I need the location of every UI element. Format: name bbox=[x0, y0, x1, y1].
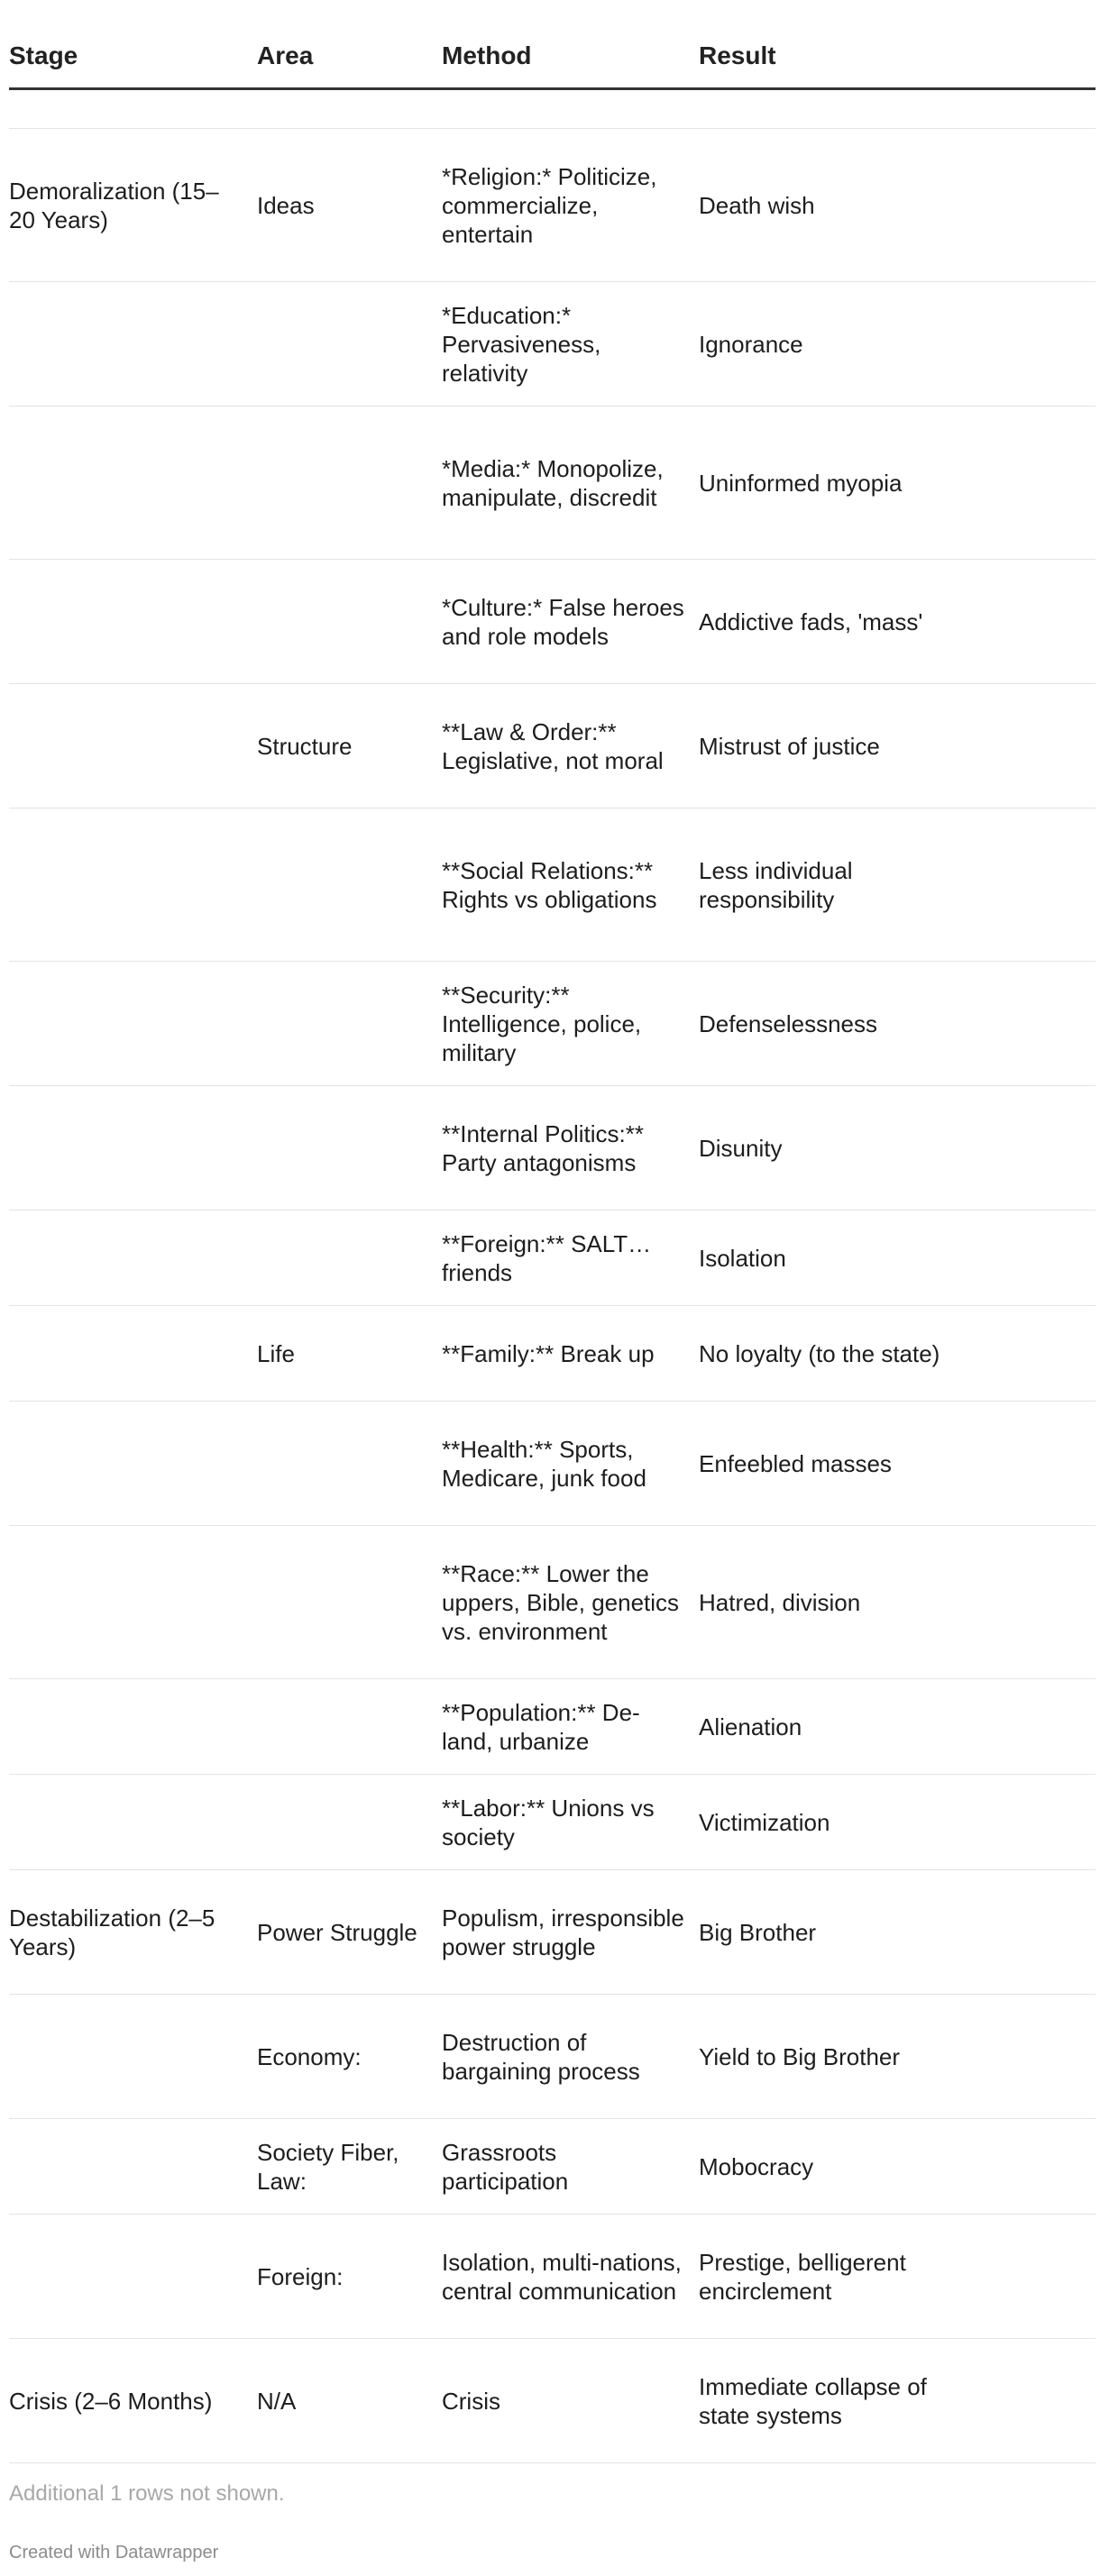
method-cell: **Social Relations:** Rights vs obligations bbox=[442, 856, 657, 913]
method-cell: **Internal Politics:** Party antagonisms bbox=[442, 1119, 644, 1176]
stage-cell bbox=[9, 1402, 243, 1525]
method-cell: **Family:** Break up bbox=[442, 1339, 655, 1367]
area-cell: Power Struggle bbox=[257, 1918, 417, 1946]
table-row bbox=[9, 684, 1095, 808]
area-cell bbox=[257, 1210, 428, 1305]
stage-cell bbox=[9, 1995, 243, 2118]
area-cell: Ideas bbox=[257, 191, 315, 219]
result-cell: Immediate collapse of state systems bbox=[699, 2372, 927, 2429]
table-row bbox=[9, 282, 1095, 406]
method-cell: **Security:** Intelligence, police, military bbox=[442, 981, 642, 1066]
area-cell: Life bbox=[257, 1339, 295, 1367]
method-cell: **Labor:** Unions vs society bbox=[442, 1794, 655, 1850]
table-row bbox=[9, 1995, 1095, 2119]
area-cell: Structure bbox=[257, 732, 353, 760]
table-row bbox=[9, 962, 1095, 1086]
area-cell bbox=[257, 560, 428, 683]
area-cell bbox=[257, 282, 428, 406]
stage-cell: Destabilization (2–5 Years) bbox=[9, 1904, 215, 1960]
result-cell: Less individual responsibility bbox=[699, 856, 853, 913]
method-cell: *Education:* Pervasiveness, relativity bbox=[442, 301, 601, 387]
result-cell: No loyalty (to the state) bbox=[699, 1339, 940, 1367]
method-cell: *Culture:* False heroes and role models bbox=[442, 593, 684, 650]
table-row bbox=[9, 1526, 1095, 1679]
table-header bbox=[9, 0, 1095, 90]
stage-cell bbox=[9, 1679, 243, 1774]
header-stage[interactable]: Stage bbox=[9, 41, 78, 69]
header-result[interactable]: Result bbox=[699, 41, 776, 69]
result-cell: Victimization bbox=[699, 1808, 830, 1836]
result-cell: Yield to Big Brother bbox=[699, 2042, 901, 2070]
result-cell: Death wish bbox=[699, 191, 815, 219]
area-cell: Society Fiber, Law: bbox=[257, 2138, 399, 2195]
method-cell: Populism, irresponsible power struggle bbox=[442, 1904, 684, 1960]
area-cell bbox=[257, 1402, 428, 1525]
result-cell: Alienation bbox=[699, 1713, 802, 1740]
stage-cell bbox=[9, 1086, 243, 1210]
stage-cell bbox=[9, 2119, 243, 2214]
method-cell: *Religion:* Politicize, commercialize, entertain bbox=[442, 162, 657, 248]
datawrapper-credit: Created with Datawrapper bbox=[9, 2543, 219, 2562]
result-cell: Addictive fads, 'mass' bbox=[699, 607, 923, 635]
table-row bbox=[9, 1306, 1095, 1402]
header-area[interactable]: Area bbox=[257, 41, 314, 69]
stage-cell bbox=[9, 1526, 243, 1678]
table-row bbox=[9, 2339, 1095, 2463]
area-cell: Foreign: bbox=[257, 2262, 344, 2290]
method-cell: Isolation, multi-nations, central communication bbox=[442, 2248, 682, 2305]
table-row bbox=[9, 1402, 1095, 1526]
table-row bbox=[9, 1870, 1095, 1995]
result-cell: Mobocracy bbox=[699, 2152, 814, 2180]
area-cell: Economy: bbox=[257, 2042, 362, 2070]
stage-cell bbox=[9, 1775, 243, 1869]
stage-cell bbox=[9, 560, 243, 683]
result-cell: Isolation bbox=[699, 1244, 786, 1272]
table-row bbox=[9, 560, 1095, 684]
result-cell: Hatred, division bbox=[699, 1588, 861, 1616]
stage-cell: Crisis (2–6 Months) bbox=[9, 2387, 213, 2415]
stage-cell: Demoralization (15–20 Years) bbox=[9, 177, 219, 233]
result-cell: Defenselessness bbox=[699, 1009, 877, 1037]
area-cell bbox=[257, 1679, 428, 1774]
stage-cell bbox=[9, 282, 243, 406]
result-cell: Mistrust of justice bbox=[699, 732, 880, 760]
header-method[interactable]: Method bbox=[442, 41, 532, 69]
table-row bbox=[9, 808, 1095, 962]
method-cell: **Foreign:** SALT… friends bbox=[442, 1229, 652, 1286]
table-spacer-row bbox=[9, 90, 1095, 129]
method-cell: **Population:** De-land, urbanize bbox=[442, 1698, 640, 1755]
method-cell: Destruction of bargaining process bbox=[442, 2028, 640, 2085]
stage-cell bbox=[9, 684, 243, 808]
stage-cell bbox=[9, 1306, 243, 1401]
result-cell: Uninformed myopia bbox=[699, 469, 903, 497]
table-row bbox=[9, 129, 1095, 282]
method-cell: **Race:** Lower the uppers, Bible, genetics vs. environment bbox=[442, 1559, 680, 1645]
result-cell: Disunity bbox=[699, 1134, 783, 1162]
result-cell: Prestige, belligerent encirclement bbox=[699, 2248, 906, 2305]
table-row bbox=[9, 1775, 1095, 1870]
method-cell: *Media:* Monopolize, manipulate, discredit bbox=[442, 454, 664, 511]
method-cell: Crisis bbox=[442, 2387, 500, 2415]
method-cell: **Health:** Sports, Medicare, junk food bbox=[442, 1435, 646, 1492]
area-cell bbox=[257, 1775, 428, 1869]
table-body bbox=[9, 129, 1095, 2463]
result-cell: Ignorance bbox=[699, 330, 803, 358]
area-cell: N/A bbox=[257, 2387, 297, 2415]
stage-cell bbox=[9, 962, 243, 1085]
area-cell bbox=[257, 1086, 428, 1210]
stage-cell bbox=[9, 2215, 243, 2338]
table-row bbox=[9, 2119, 1095, 2215]
table-row bbox=[9, 1210, 1095, 1306]
result-cell: Big Brother bbox=[699, 1918, 817, 1946]
method-cell: **Law & Order:** Legislative, not moral bbox=[442, 717, 664, 774]
data-table bbox=[9, 0, 1095, 2463]
area-cell bbox=[257, 962, 428, 1085]
stage-cell bbox=[9, 406, 243, 559]
stage-cell bbox=[9, 1210, 243, 1305]
stage-cell bbox=[9, 808, 243, 961]
table-row bbox=[9, 406, 1095, 560]
method-cell: Grassroots participation bbox=[442, 2138, 569, 2195]
rows-not-shown-note: Additional 1 rows not shown. bbox=[9, 2481, 285, 2506]
table-row bbox=[9, 2215, 1095, 2339]
result-cell: Enfeebled masses bbox=[699, 1449, 892, 1477]
area-cell bbox=[257, 808, 428, 961]
area-cell bbox=[257, 1526, 428, 1678]
area-cell bbox=[257, 406, 428, 559]
table-row bbox=[9, 1086, 1095, 1210]
table-row bbox=[9, 1679, 1095, 1775]
